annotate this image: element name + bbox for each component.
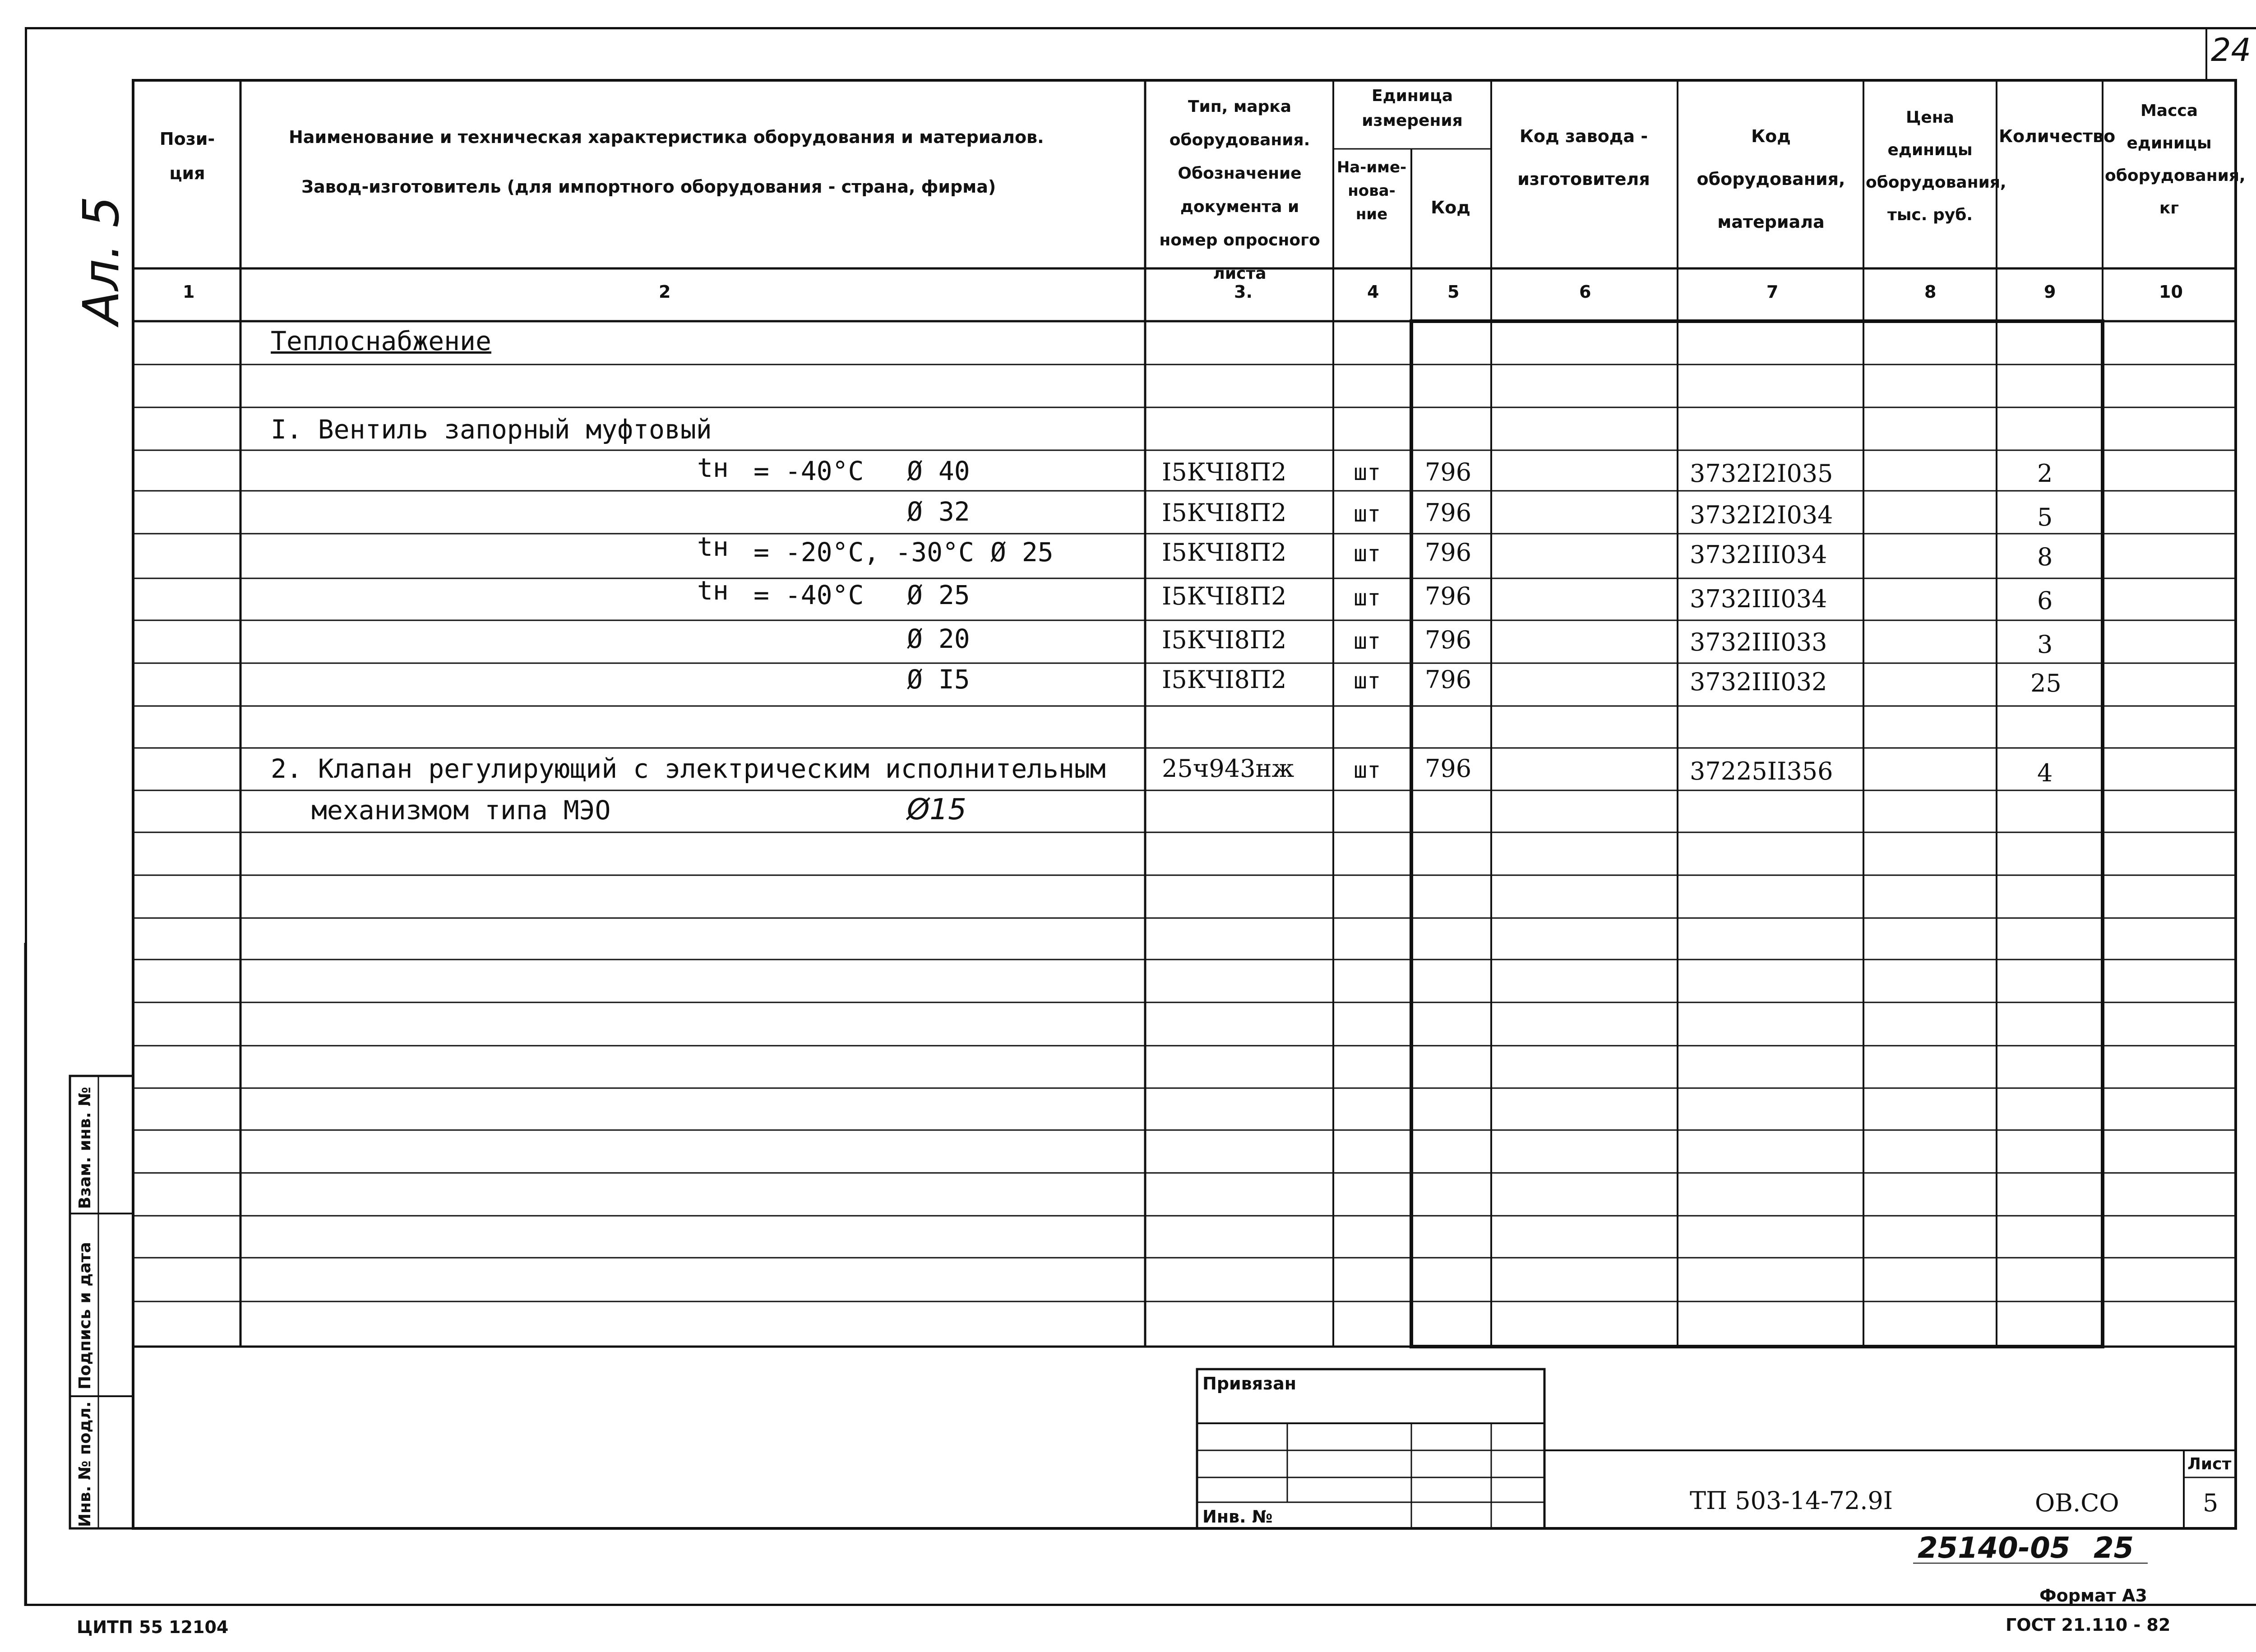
stamp-inv-no: Инв. №	[1202, 1507, 1273, 1527]
col-number-1: 1	[183, 282, 195, 302]
header-name-line2: Завод-изготовитель (для импортного оборудования - страна, фирма)	[301, 177, 996, 197]
header-unit-code: Код	[1431, 198, 1470, 217]
col-number-3: 3.	[1234, 282, 1253, 302]
col-number-5: 5	[1447, 282, 1460, 302]
col-number-9: 9	[2044, 282, 2056, 302]
row-6-unit: шт	[1354, 668, 1381, 694]
row-2-unit: шт	[1354, 501, 1381, 527]
gost-label: ГОСТ 21.110 - 82	[2006, 1615, 2171, 1635]
row-1-temp: = -40°С	[754, 456, 864, 486]
row-1-diam: Ø 40	[907, 456, 970, 486]
row-6-diam: Ø I5	[907, 664, 970, 695]
row-2-diam: Ø 32	[907, 496, 970, 527]
row-6-code: 796	[1425, 665, 1472, 694]
header-name-line1: Наименование и техническая характеристика оборудования и материалов.	[289, 127, 1044, 147]
row-1-type: I5КЧI8П2	[1162, 458, 1287, 486]
col-number-10: 10	[2159, 282, 2183, 302]
side-label-sign-date: Подпись и дата	[76, 1242, 94, 1389]
row-4-code: 796	[1425, 582, 1472, 610]
header-material-code: Код оборудования, материала	[1697, 126, 1845, 232]
row-5-diam: Ø 20	[907, 623, 970, 654]
row-4-mat: 3732III034	[1690, 585, 1827, 613]
row-6-mat: 3732III032	[1690, 668, 1827, 696]
row-4-diam: Ø 25	[907, 580, 970, 610]
row-1-qty: 2	[2037, 459, 2053, 488]
header-price: Цена единицы оборудования, тыс. руб.	[1866, 108, 2006, 224]
row-3-type: I5КЧI8П2	[1162, 538, 1287, 567]
row-2-mat: 3732I2I034	[1690, 501, 1833, 529]
row-4-t: tн	[697, 575, 729, 606]
col-number-4: 4	[1367, 282, 1379, 302]
col-number-7: 7	[1766, 282, 1779, 302]
header-unit-group: Единица измерения	[1362, 87, 1463, 130]
item2-line1: 2. Клапан регулирующий с электрическим исполнительным	[271, 753, 1106, 784]
stamp-list-no: 5	[2203, 1489, 2219, 1517]
sheet-corner-number: 24	[2211, 32, 2251, 69]
margin-note: Ал. 5	[72, 196, 130, 325]
col-number-6: 6	[1579, 282, 1591, 302]
row-4-type: I5КЧI8П2	[1162, 582, 1287, 610]
row-2-type: I5КЧI8П2	[1162, 498, 1287, 527]
footer-left-code: ЦИТП 55 12104	[77, 1617, 229, 1637]
header-quantity: Количество	[1999, 126, 2116, 146]
row-3-unit: шт	[1354, 540, 1381, 567]
col-number-2: 2	[659, 282, 671, 302]
stamp-list-label: Лист	[2187, 1455, 2232, 1473]
header-unit-name: На-име-нова-ние	[1336, 158, 1407, 223]
item2-mat: 37225II356	[1690, 757, 1833, 785]
row-5-unit: шт	[1354, 628, 1381, 654]
row-4-qty: 6	[2037, 586, 2053, 615]
header-type: Тип, марка оборудования. Обозначение документа и номер опросного листа	[1159, 97, 1320, 283]
item2-code: 796	[1425, 754, 1472, 783]
row-3-mat: 3732III034	[1690, 540, 1827, 569]
row-3-code: 796	[1425, 538, 1472, 567]
row-1-unit: шт	[1354, 459, 1381, 485]
row-3-t: tн	[697, 531, 729, 562]
item2-line2: механизмом типа МЭО	[311, 795, 611, 826]
row-4-unit: шт	[1354, 585, 1381, 611]
item2-diam: Ø15	[907, 793, 966, 826]
row-3-diam: Ø 25	[990, 537, 1054, 568]
stamp-privyazan: Привязан	[1202, 1374, 1297, 1394]
row-1-t: tн	[697, 452, 729, 483]
item2-qty: 4	[2037, 759, 2053, 787]
row-2-code: 796	[1425, 498, 1472, 527]
col-number-8: 8	[1924, 282, 1937, 302]
item2-type: 25ч943нж	[1162, 754, 1294, 783]
row-5-mat: 3732III033	[1690, 628, 1827, 656]
row-1-code: 796	[1425, 458, 1472, 486]
item1-title: I. Вентиль запорный муфтовый	[271, 414, 712, 445]
format-label: Формат А3	[2039, 1586, 2147, 1606]
header-position: Пози- ция	[159, 129, 215, 183]
row-1-mat: 3732I2I035	[1690, 459, 1833, 488]
handwritten-page: 25	[2094, 1532, 2134, 1565]
handwritten-code: 25140-05	[1918, 1532, 2071, 1565]
row-5-qty: 3	[2037, 630, 2053, 659]
row-4-temp: = -40°С	[754, 580, 864, 610]
item2-unit: шт	[1354, 757, 1381, 783]
row-3-qty: 8	[2037, 543, 2053, 571]
header-mass: Масса единицы оборудования, кг	[2105, 102, 2246, 217]
header-factory-code: Код завода - изготовителя	[1517, 126, 1650, 189]
row-5-type: I5КЧI8П2	[1162, 626, 1287, 654]
row-6-qty: 25	[2030, 669, 2062, 697]
stamp-doc-code: ТП 503-14-72.9I	[1690, 1486, 1893, 1515]
row-2-qty: 5	[2037, 503, 2053, 531]
row-3-temp: = -20°С, -30°С	[754, 537, 974, 568]
section-title: Теплоснабжение	[271, 326, 491, 356]
side-label-inv-orig: Инв. № подл.	[76, 1401, 94, 1527]
side-label-vzam: Взам. инв. №	[76, 1087, 94, 1209]
row-5-code: 796	[1425, 626, 1472, 654]
row-6-type: I5КЧI8П2	[1162, 665, 1287, 694]
stamp-doc-suffix: ОВ.СО	[2035, 1489, 2119, 1517]
